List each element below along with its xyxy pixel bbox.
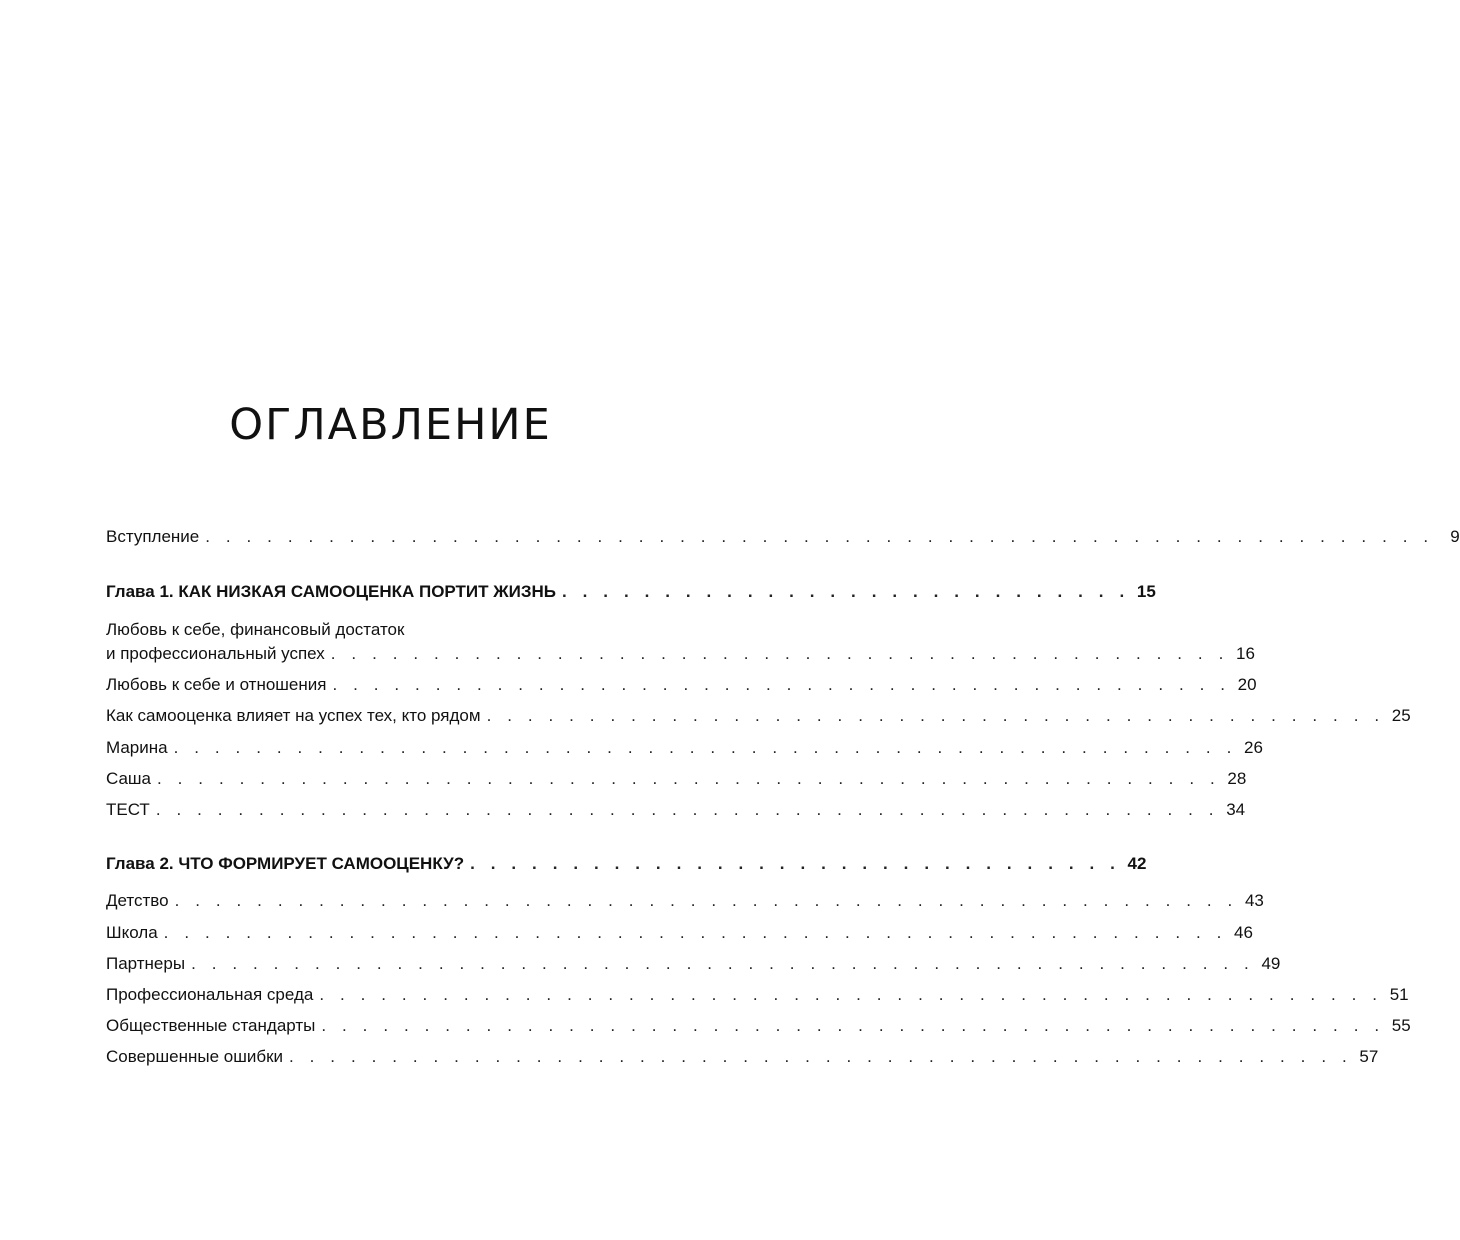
toc-entry-label: Вступление [106, 527, 200, 546]
toc-entry-label: Саша [106, 769, 152, 788]
toc-entry-page: 25 [1391, 706, 1411, 725]
dot-leader: . . . . . . . . . . . . . . . . . . . . . . . . . . . . . . . . . . . . . . . . . . . . . . . . . . . . [155, 800, 1220, 819]
toc-entry[interactable] [106, 643, 1255, 665]
toc-entry[interactable] [106, 674, 1257, 696]
toc-entry-label: Общественные стандарты [106, 1016, 316, 1035]
toc-entry-page: 55 [1391, 1016, 1411, 1035]
toc-entry-page: 46 [1234, 923, 1253, 942]
toc-entry-label: и профессиональный успех [106, 644, 325, 663]
dot-leader: . . . . . . . . . . . . . . . . . . . . . . . . . . . . . . . . . . . . . . . . . . . . . . . . . . . . [157, 769, 1221, 788]
toc-entry[interactable] [106, 922, 1253, 944]
toc-entry-label: Любовь к себе и отношения [106, 675, 327, 694]
toc-entry[interactable] [106, 799, 1246, 821]
toc-entry-page: 26 [1243, 738, 1263, 757]
chapter-title: Глава 1. КАК НИЗКАЯ САМООЦЕНКА ПОРТИТ ЖИЗНЬ [106, 582, 556, 601]
dot-leader: . . . . . . . . . . . . . . . . . . . . . . . . . . . . . . . . [470, 854, 1121, 873]
toc-entry-page: 9 [1450, 527, 1460, 546]
chapter-page: 42 [1127, 854, 1147, 873]
toc-entry-page: 51 [1389, 985, 1409, 1004]
toc-entry-label: Марина [106, 738, 168, 757]
dot-leader: . . . . . . . . . . . . . . . . . . . . . . . . . . . . . . . . . . . . . . . . . . . . . . . . . . . . [319, 985, 1383, 1004]
toc-entry-page: 49 [1261, 954, 1281, 973]
toc-entry-page: 43 [1244, 891, 1264, 910]
toc-entry-label: Партнеры [106, 954, 186, 973]
toc-entry[interactable] [106, 953, 1281, 975]
page-title: ОГЛАВЛЕНИЕ [229, 400, 552, 450]
toc-entry-page: 16 [1235, 644, 1255, 663]
toc-chapter-1[interactable] [106, 581, 1156, 603]
toc-entry-label-line1: Любовь к себе, финансовый достаток [106, 620, 405, 639]
toc-entry[interactable] [106, 1015, 1411, 1037]
chapter-page: 15 [1136, 582, 1156, 601]
chapter-title: Глава 2. ЧТО ФОРМИРУЕТ САМООЦЕНКУ? [106, 854, 465, 873]
dot-leader: . . . . . . . . . . . . . . . . . . . . . . . . . . . . . . . . . . . . . . . . . . . . . . . . . . . . [289, 1047, 1353, 1066]
toc-entry-label: ТЕСТ [106, 800, 150, 819]
dot-leader: . . . . . . . . . . . . . . . . . . . . . . . . . . . . [562, 582, 1130, 601]
toc-entry[interactable] [106, 737, 1263, 759]
toc-entry-page: 34 [1226, 800, 1246, 819]
toc-entry[interactable] [106, 1046, 1379, 1068]
toc-entry[interactable] [106, 705, 1411, 727]
dot-leader: . . . . . . . . . . . . . . . . . . . . . . . . . . . . . . . . . . . . . . . . . . . . . . . . . . . . [321, 1016, 1385, 1035]
toc-entry-page: 57 [1359, 1047, 1379, 1066]
dot-leader: . . . . . . . . . . . . . . . . . . . . . . . . . . . . . . . . . . . . . . . . . . . . [486, 706, 1385, 725]
dot-leader: . . . . . . . . . . . . . . . . . . . . . . . . . . . . . . . . . . . . . . . . . . . . . . . . . . . . [191, 954, 1255, 973]
toc-entry-label: Совершенные ошибки [106, 1047, 284, 1066]
toc-entry[interactable] [106, 890, 1264, 912]
toc-entry-intro[interactable] [106, 526, 1460, 548]
toc-entry-label: Как самооценка влияет на успех тех, кто рядом [106, 706, 481, 725]
toc-chapter-2[interactable] [106, 853, 1147, 875]
dot-leader: . . . . . . . . . . . . . . . . . . . . . . . . . . . . . . . . . . . . . . . . . . . . . . . . . . . . [174, 891, 1238, 910]
toc-entry-label: Школа [106, 923, 158, 942]
toc-entry-page: 28 [1227, 769, 1247, 788]
dot-leader: . . . . . . . . . . . . . . . . . . . . . . . . . . . . . . . . . . . . . . . . . . . . [332, 675, 1231, 694]
toc-entry-page: 20 [1237, 675, 1257, 694]
toc-entry[interactable] [106, 768, 1247, 790]
dot-leader: . . . . . . . . . . . . . . . . . . . . . . . . . . . . . . . . . . . . . . . . . . . . . . . . . . . . . . . . . . . . [205, 527, 1434, 546]
dot-leader: . . . . . . . . . . . . . . . . . . . . . . . . . . . . . . . . . . . . . . . . . . . . [330, 644, 1229, 663]
toc-entry-label: Профессиональная среда [106, 985, 314, 1004]
toc-entry[interactable] [106, 984, 1409, 1006]
dot-leader: . . . . . . . . . . . . . . . . . . . . . . . . . . . . . . . . . . . . . . . . . . . . . . . . . . . . [173, 738, 1237, 757]
toc-entry-label: Детство [106, 891, 169, 910]
dot-leader: . . . . . . . . . . . . . . . . . . . . . . . . . . . . . . . . . . . . . . . . . . . . . . . . . . . . [163, 923, 1227, 942]
